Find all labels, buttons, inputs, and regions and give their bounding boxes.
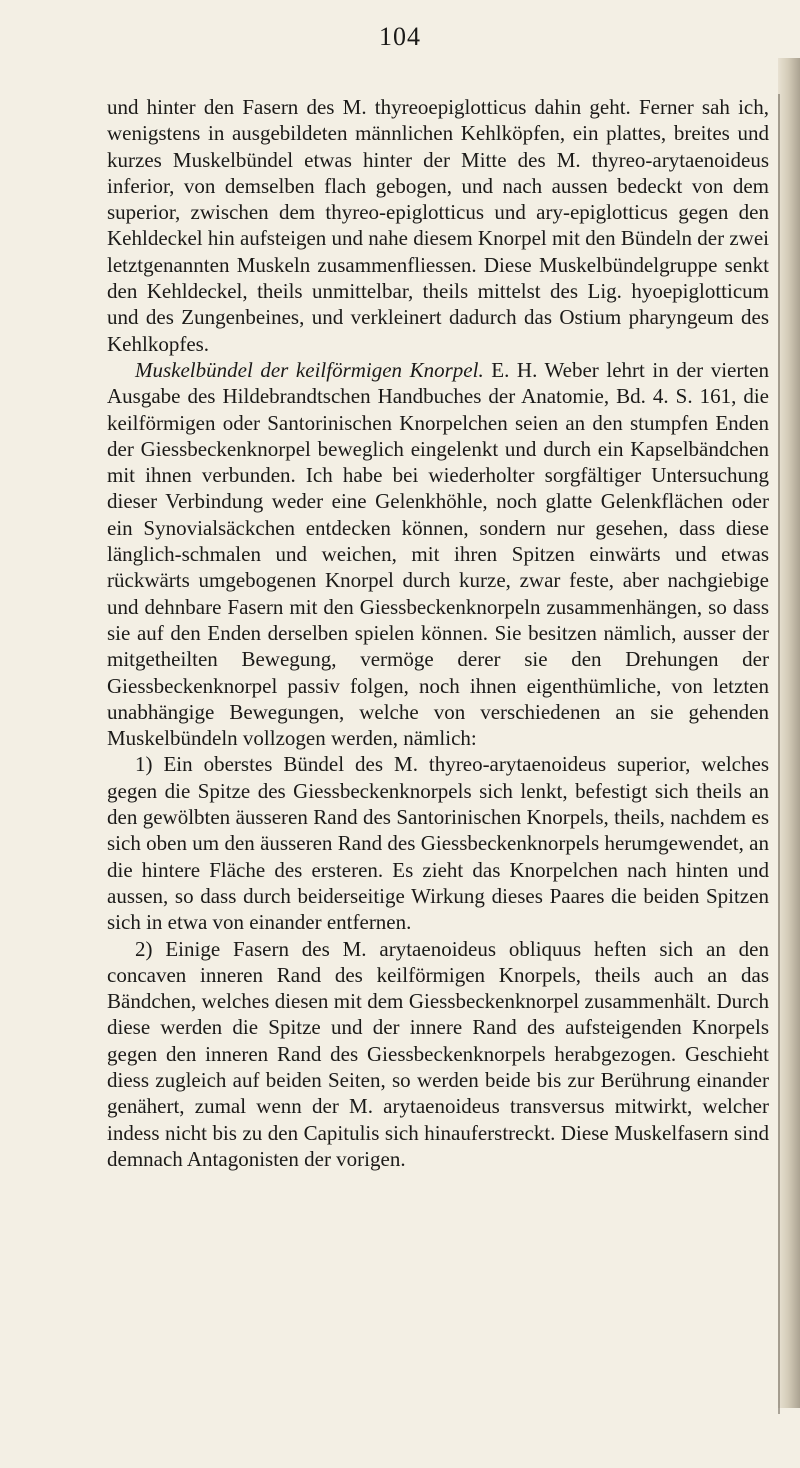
section-heading: Muskelbündel der keilförmigen Knorpel. [135,357,484,382]
page-body [107,94,769,1172]
page-number: 104 [379,22,421,51]
section-text: E. H. Weber lehrt in der vierten Ausgabe des Hildebrandtschen Handbuches der Anatomie, Bd. 4. S. 161, die keilförmigen oder Santorinischen Knorpelchen seien an den stumpfen Enden der Giessbeckenknorpel beweglich eingelenkt und durch ein Kapselbändchen mit ihnen verbunden. Ich habe bei wiederholter sorgfältiger Untersuchung dieser Verbindung weder eine Gelenkhöhle, noch glatte Gelenkflächen oder ein Synovialsäckchen entdecken können, sondern nur gesehen, dass diese länglich-schmalen und weichen, mit ihren Spitzen einwärts und etwas rückwärts umgebogenen Knorpel durch kurze, zwar feste, aber nachgiebige und dehnbare Fasern mit den Giessbeckenknorpeln zusammenhängen, so dass sie auf den Enden derselben spielen können. Sie besitzen nämlich, ausser der mitgetheilten Bewegung, vermöge derer sie den Drehungen der Giessbeckenknorpel passiv folgen, noch ihnen eigenthümliche, von letzten unabhängige Bewegungen, welche von verschiedenen an sie gehenden Muskelbündeln vollzogen werden, nämlich: [107,357,770,751]
paragraph-section [107,357,769,751]
paragraph-intro: und hinter den Fasern des M. thyreoepiglotticus dahin geht. Ferner sah ich, wenigstens in ausgebildeten männlichen Kehlköpfen, ein plattes, breites und kurzes Muskelbündel etwas hinter der Mitte des M. thyreo-arytaenoideus inferior, von demselben flach gebogen, und nach aussen bedeckt von dem superior, zwischen dem thyreo-epiglotticus und ary-epiglotticus gegen den Kehldeckel hin aufsteigen und nahe diesem Knorpel mit den Bündeln der zwei letztgenannten Muskeln zusammenfliessen. Diese Muskelbündelgruppe senkt den Kehldeckel, theils unmittelbar, theils mittelst des Lig. hyoepiglotticum und des Zungenbeines, und verkleinert dadurch das Ostium pharyngeum des Kehlkopfes. [107,95,769,356]
paragraph-item-1: 1) Ein oberstes Bündel des M. thyreo-arytaenoideus superior, welches gegen die Spitze des Giessbeckenknorpels sich lenkt, befestigt sich theils an den gewölbten äusseren Rand des Santorinischen Knorpels, theils, nachdem es sich oben um den äusseren Rand des Giessbeckenknorpels herumgewendet, an die hintere Fläche des ersteren. Es zieht das Knorpelchen nach hinten und aussen, so dass durch beiderseitige Wirkung dieses Paares die beiden Spitzen sich in etwa von einander entfernen. [107,752,769,935]
paragraph-item-2: 2) Einige Fasern des M. arytaenoideus obliquus heften sich an den concaven inneren Rand des keilförmigen Knorpels, theils auch an das Bändchen, welches diesen mit dem Giessbeckenknorpel zusammenhält. Durch diese werden die Spitze und der innere Rand des aufsteigenden Knorpels gegen den inneren Rand des Giessbeckenknorpels herabgezogen. Geschieht diess zugleich auf beiden Seiten, so werden beide bis zur Berührung einander genähert, zumal wenn der M. arytaenoideus transversus mitwirkt, welcher indess nicht bis zu den Capitulis sich hinauferstreckt. Diese Muskelfasern sind demnach Antagonisten der vorigen. [107,936,769,1171]
page-gutter-shadow [778,58,800,1408]
page-gutter-edge [778,94,780,1414]
